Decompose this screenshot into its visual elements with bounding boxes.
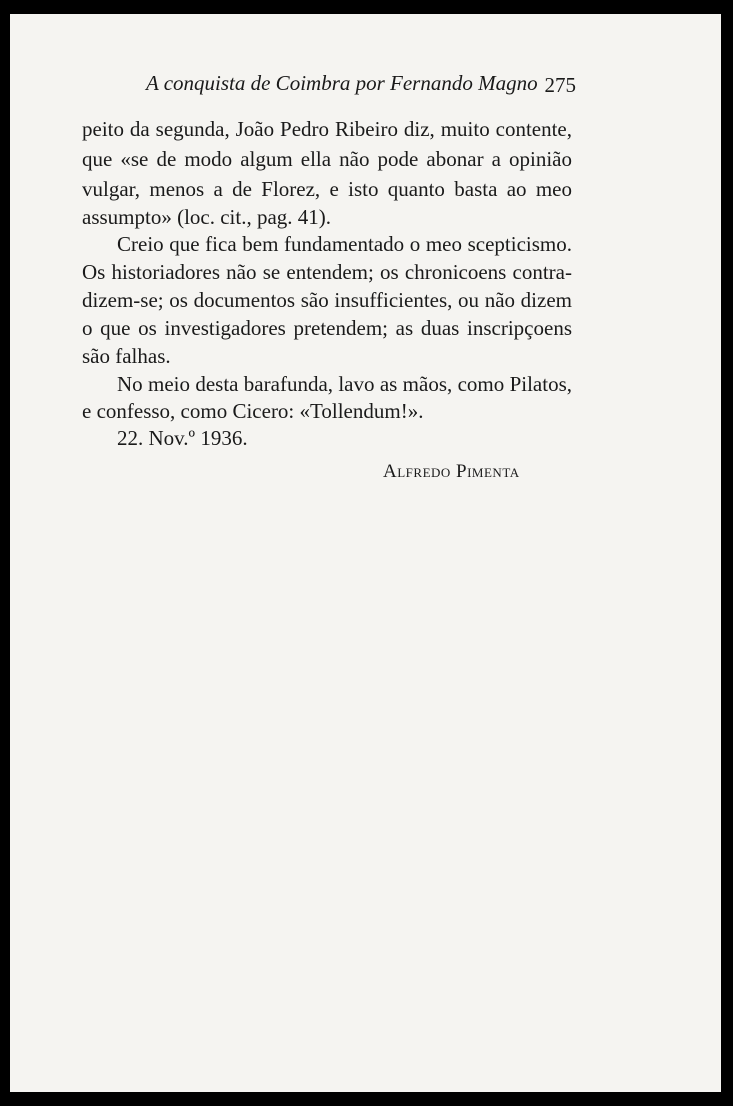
page-number: 275	[544, 73, 576, 97]
body-line: e confesso, como Cicero: «Tollendum!».	[82, 399, 424, 423]
body-line: Os historiadores não se entendem; os chronicoens contra-	[82, 260, 572, 284]
body-line: vulgar, menos a de Florez, e isto quanto basta ao meo	[82, 177, 572, 201]
body-line: No meio desta barafunda, lavo as mãos, como Pilatos,	[117, 372, 572, 396]
date-line: 22. Nov.º 1936.	[117, 426, 248, 450]
running-title: A conquista de Coimbra por Fernando Magno	[146, 71, 538, 95]
body-line: são falhas.	[82, 344, 171, 368]
body-line: Creio que fica bem fundamentado o meo scepticismo.	[117, 232, 572, 256]
author-signature: Alfredo Pimenta	[383, 461, 520, 482]
body-line: que «se de modo algum ella não pode abonar a opinião	[82, 147, 572, 171]
document-page	[10, 14, 721, 1092]
body-line: dizem-se; os documentos são insufficientes, ou não dizem	[82, 288, 572, 312]
running-header	[146, 71, 576, 96]
body-line: o que os investigadores pretendem; as duas inscripçoens	[82, 316, 572, 340]
body-line: assumpto» (loc. cit., pag. 41).	[82, 205, 332, 229]
body-line: peito da segunda, João Pedro Ribeiro diz, muito contente,	[82, 117, 572, 141]
